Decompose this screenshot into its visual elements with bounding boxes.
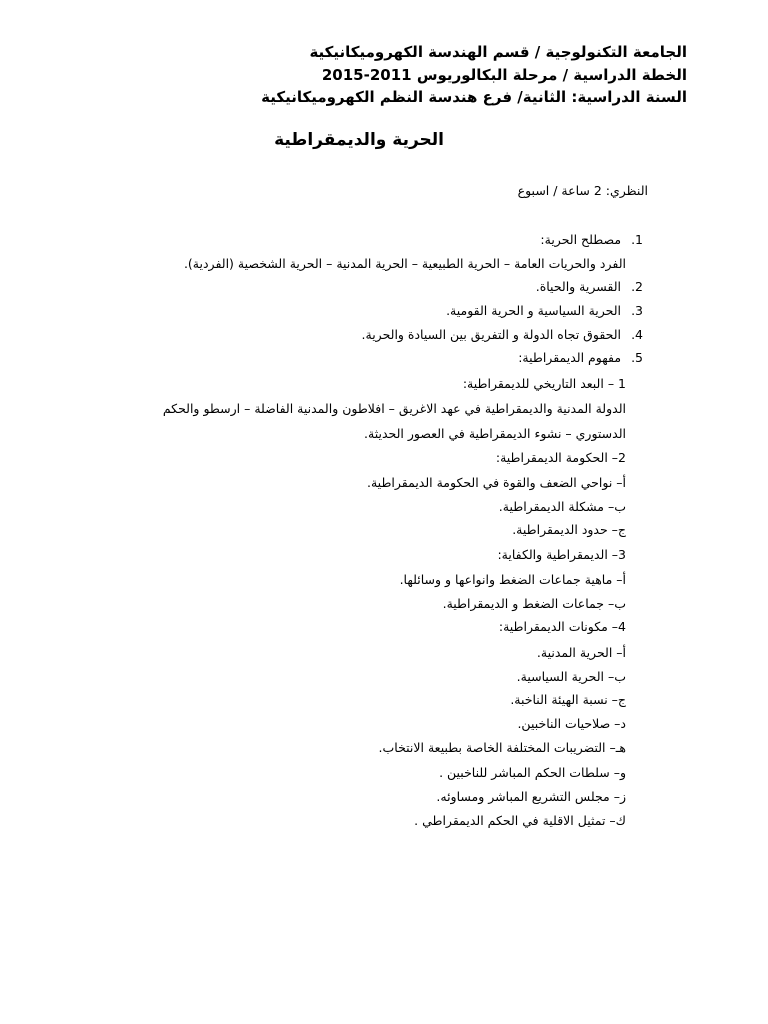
- sub-item: ك– تمثيل الاقلية في الحكم الديمقراطي .: [414, 813, 626, 828]
- sub-item: و– سلطات الحكم المباشر للناخبين .: [439, 765, 626, 780]
- sub-item: ب– جماعات الضغط و الديمقراطية.: [442, 596, 626, 611]
- list-item-continuation: الفرد والحريات العامة – الحرية الطبيعية – الحرية المدنية – الحرية الشخصية (الفردية).: [183, 256, 626, 271]
- sub-item: أ– ماهية جماعات الضغط وانواعها و وسائلها.: [399, 572, 626, 587]
- subsection-heading: 1 – البعد التاريخي للديمقراطية:: [462, 376, 626, 391]
- subsection-heading: 3– الديمقراطية والكفاية:: [497, 547, 626, 562]
- sub-item: هـ– التضريبات المختلفة الخاصة بطبيعة الانتخاب.: [378, 740, 626, 755]
- item-text: مصطلح الحرية:: [540, 232, 622, 247]
- sub-item: ب– الحرية السياسية.: [516, 669, 626, 684]
- list-item: [536, 277, 643, 297]
- paragraph-line: الدولة المدنية والديمقراطية في عهد الاغريق – افلاطون والمدنية الفاضلة – ارسطو والحكم: [162, 401, 626, 416]
- sub-item: ب– مشكلة الديمقراطية.: [498, 499, 626, 514]
- item-number: 3.: [631, 303, 643, 318]
- header-year-line: السنة الدراسية: الثانية/ فرع هندسة النظم الكهروميكانيكية: [261, 88, 687, 106]
- sub-item: ز– مجلس التشريع المباشر ومساوئه.: [436, 789, 626, 804]
- list-item: [362, 325, 643, 345]
- header-university-line: الجامعة التكنولوجية / قسم الهندسة الكهروميكانيكية: [309, 43, 687, 61]
- header-plan-line: الخطة الدراسية / مرحلة البكالوريوس 2011-2015: [321, 66, 687, 84]
- page-title: الحرية والديمقراطية: [274, 130, 444, 150]
- item-number: 4.: [631, 327, 643, 342]
- paragraph-line: الدستوري – نشوء الديمقراطية في العصور الحديثة.: [364, 426, 626, 441]
- subsection-heading: 2– الحكومة الديمقراطية:: [495, 450, 626, 465]
- list-item: [540, 230, 643, 250]
- sub-item: أ– نواحي الضعف والقوة في الحكومة الديمقراطية.: [367, 475, 626, 490]
- sub-item: ج– حدود الديمقراطية.: [512, 522, 626, 537]
- item-number: 5.: [631, 350, 643, 365]
- item-text: القسرية والحياة.: [535, 279, 622, 294]
- list-item: [518, 348, 643, 368]
- item-text: الحرية السياسية و الحرية القومية.: [446, 303, 622, 318]
- item-number: 2.: [631, 279, 643, 294]
- theory-hours: النظري: 2 ساعة / اسبوع: [517, 183, 648, 198]
- item-text: الحقوق تجاه الدولة و التفريق بين السيادة والحرية.: [361, 327, 622, 342]
- subsection-heading: 4– مكونات الديمقراطية:: [498, 619, 626, 634]
- sub-item: ج– نسبة الهيئة الناخبة.: [510, 692, 626, 707]
- sub-item: أ– الحرية المدنية.: [536, 645, 626, 660]
- item-text: مفهوم الديمقراطية:: [518, 350, 622, 365]
- sub-item: د– صلاحيات الناخبين.: [517, 716, 626, 731]
- item-number: 1.: [631, 232, 643, 247]
- list-item: [446, 301, 643, 321]
